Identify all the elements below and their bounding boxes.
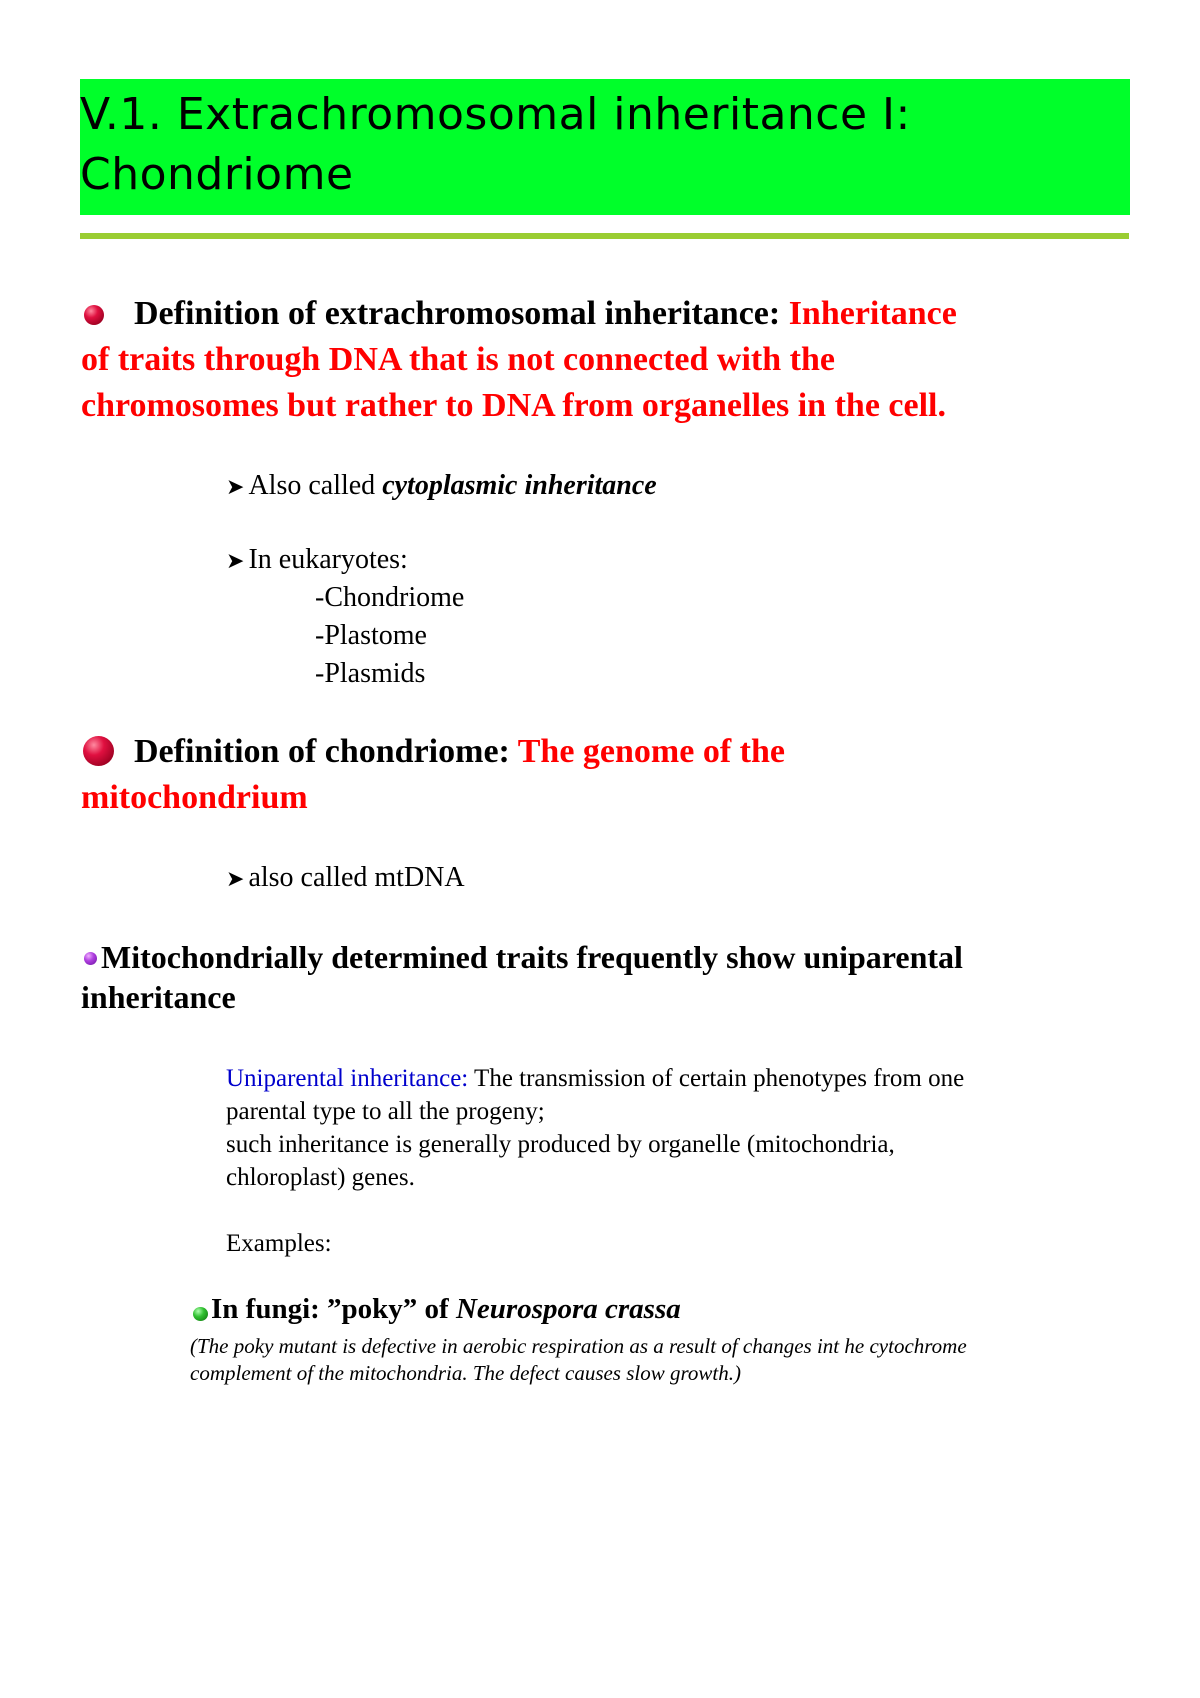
title-line-1: V.1. Extrachromosomal inheritance I: [80, 89, 911, 140]
definition-text-1: Inheritance [788, 295, 957, 332]
arrowhead-bullet-icon: ➤ [226, 867, 245, 892]
violet-bullet-icon [84, 952, 97, 965]
uniparental-text-4: chloroplast) genes. [226, 1164, 415, 1191]
cytoplasmic-inheritance-term: cytoplasmic inheritance [382, 470, 657, 501]
poky-note-2: complement of the mitochondria. The defect causes slow growth.) [190, 1361, 741, 1385]
in-eukaryotes-label: In eukaryotes: [248, 544, 408, 575]
also-called-cytoplasmic [226, 470, 657, 502]
uniparental-text-3: such inheritance is generally produced by organelle (mitochondria, [226, 1131, 895, 1158]
also-called-mtdna-text: also called mtDNA [248, 862, 465, 893]
arrowhead-bullet-icon: ➤ [226, 549, 245, 574]
title-banner [80, 79, 1130, 215]
also-called-mtdna [226, 862, 465, 894]
title-underline [80, 233, 1129, 239]
red-bullet-icon [84, 305, 104, 325]
definition-extrachromosomal [134, 295, 957, 333]
uniparental-label: Uniparental inheritance: [226, 1065, 469, 1092]
chondriome-definition-1: The genome of the [517, 733, 785, 770]
arrowhead-bullet-icon: ➤ [226, 475, 245, 500]
uniparental-definition-1 [226, 1065, 964, 1093]
chondriome-definition-2: mitochondrium [81, 779, 308, 816]
green-bullet-icon [193, 1307, 208, 1321]
mito-traits-line-1: Mitochondrially determined traits frequently show uniparental [101, 939, 963, 975]
fungi-species-name: Neurospora crassa [455, 1293, 681, 1325]
fungi-example [211, 1293, 681, 1326]
uniparental-text-2: parental type to all the progeny; [226, 1098, 545, 1125]
red-bullet-icon [83, 736, 114, 766]
list-item-plasmids: -Plasmids [315, 658, 426, 689]
definition-text-3: chromosomes but rather to DNA from organelles in the cell. [81, 387, 946, 424]
uniparental-text-1: The transmission of certain phenotypes from one [468, 1065, 965, 1092]
title-line-2: Chondriome [80, 149, 354, 200]
term-extrachromosomal: Definition of extrachromosomal inheritance: [134, 295, 789, 332]
fungi-example-label: In fungi: ”poky” of [211, 1293, 456, 1325]
definition-text-2: of traits through DNA that is not connected with the [81, 341, 835, 378]
in-eukaryotes [226, 544, 408, 576]
examples-label: Examples: [226, 1230, 332, 1257]
definition-chondriome [134, 733, 785, 771]
list-item-plastome: -Plastome [315, 620, 427, 651]
term-chondriome: Definition of chondriome: [134, 733, 518, 770]
mito-traits-line-2: inheritance [81, 979, 236, 1015]
also-called-label: Also called [248, 470, 383, 501]
list-item-chondriome: -Chondriome [315, 582, 465, 613]
poky-note-1: (The poky mutant is defective in aerobic respiration as a result of changes int he cytochrome [190, 1334, 967, 1358]
